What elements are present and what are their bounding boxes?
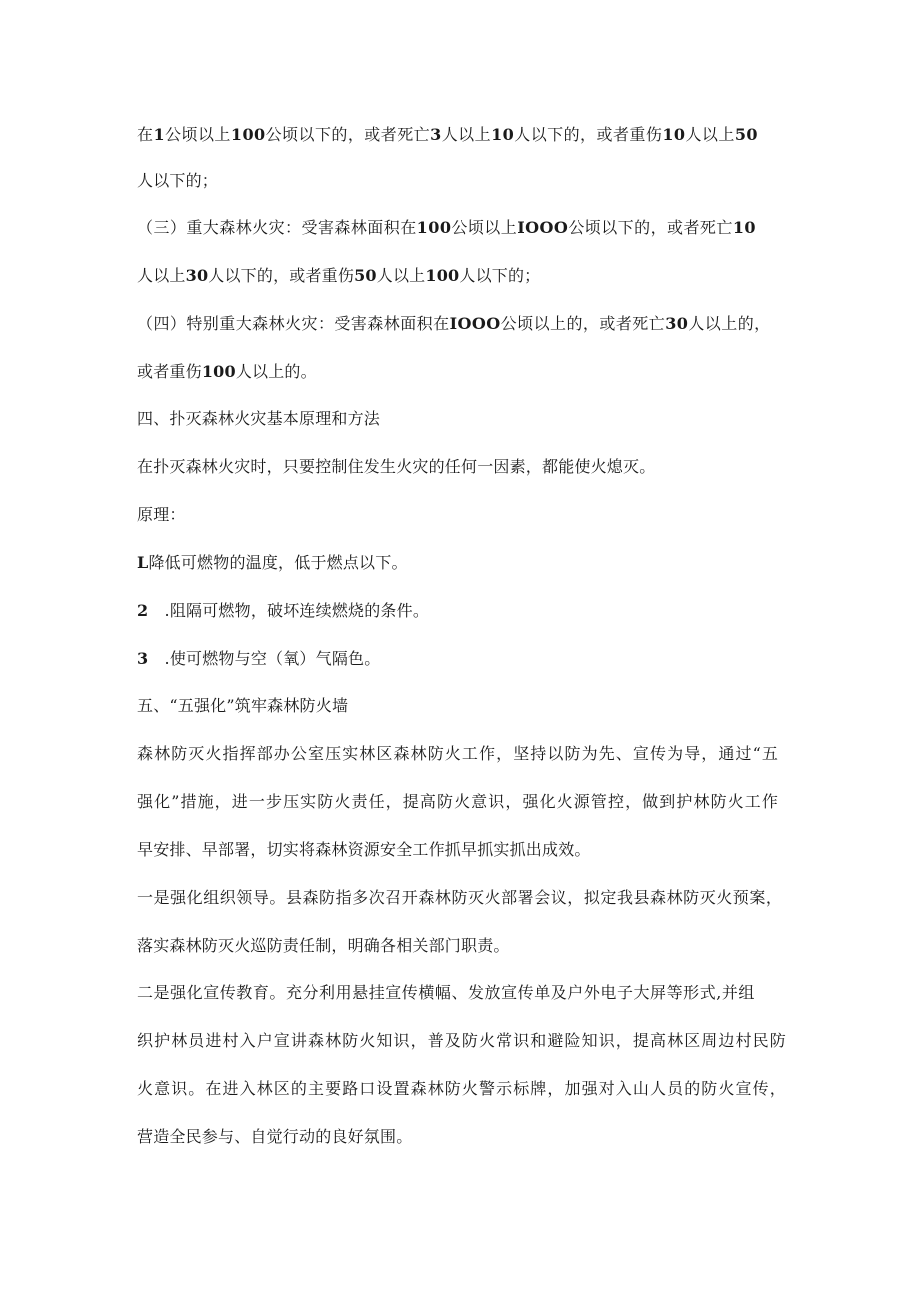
text-line: （四）特别重大森林火灾：受害森林面积在IOOO公顷以上的，或者死亡30人以上的，: [137, 314, 771, 333]
text-line: 织护林员进村入户宣讲森林防火知识，普及防火常识和避险知识，提高林区周边村民防: [137, 1031, 787, 1050]
text-line: 在1公顷以上100公顷以下的，或者死亡3人以上10人以下的，或者重伤10人以上50: [137, 125, 759, 144]
text-line: 早安排、早部署，切实将森林资源安全工作抓早抓实抓出成效。: [137, 840, 591, 859]
text-line: 营造全民参与、自觉行动的良好氛围。: [137, 1127, 413, 1146]
text-line: 人以上30人以下的，或者重伤50人以上100人以下的；: [137, 266, 541, 285]
text-line: 森林防灭火指挥部办公室压实林区森林防火工作，坚持以防为先、宣传为导，通过“五: [137, 744, 779, 763]
text-line: 原理：: [137, 505, 186, 524]
list-item: L降低可燃物的温度，低于燃点以下。: [137, 553, 408, 572]
text-line: 火意识。在进入林区的主要路口设置森林防火警示标牌，加强对入山人员的防火宣传，: [137, 1079, 787, 1098]
section-heading: 五、“五强化”筑牢森林防火墙: [137, 696, 349, 715]
text-line: 强化”措施，进一步压实防火责任，提高防火意识，强化火源管控，做到护林防火工作: [137, 792, 779, 811]
text-line: 在扑灭森林火灾时，只要控制住发生火灾的任何一因素，都能使火熄灭。: [137, 457, 656, 476]
text-line: 二是强化宣传教育。充分利用悬挂宣传横幅、发放宣传单及户外电子大屏等形式,并组: [137, 983, 755, 1002]
section-heading: 四、扑灭森林火灾基本原理和方法: [137, 409, 381, 428]
text-line: 一是强化组织领导。县森防指多次召开森林防灭火部署会议，拟定我县森林防灭火预案，: [137, 888, 783, 907]
text-line: 或者重伤100人以上的。: [137, 362, 317, 381]
list-item: 2 .阻隔可燃物，破坏连续燃烧的条件。: [137, 601, 430, 620]
text-line: 落实森林防灭火巡防责任制，明确各相关部门职责。: [137, 936, 510, 955]
list-item: 3 .使可燃物与空（氧）气隔色。: [137, 649, 381, 668]
text-line: 人以下的；: [137, 171, 219, 190]
text-line: （三）重大森林火灾：受害森林面积在100公顷以上IOOO公顷以下的，或者死亡10: [137, 218, 757, 237]
